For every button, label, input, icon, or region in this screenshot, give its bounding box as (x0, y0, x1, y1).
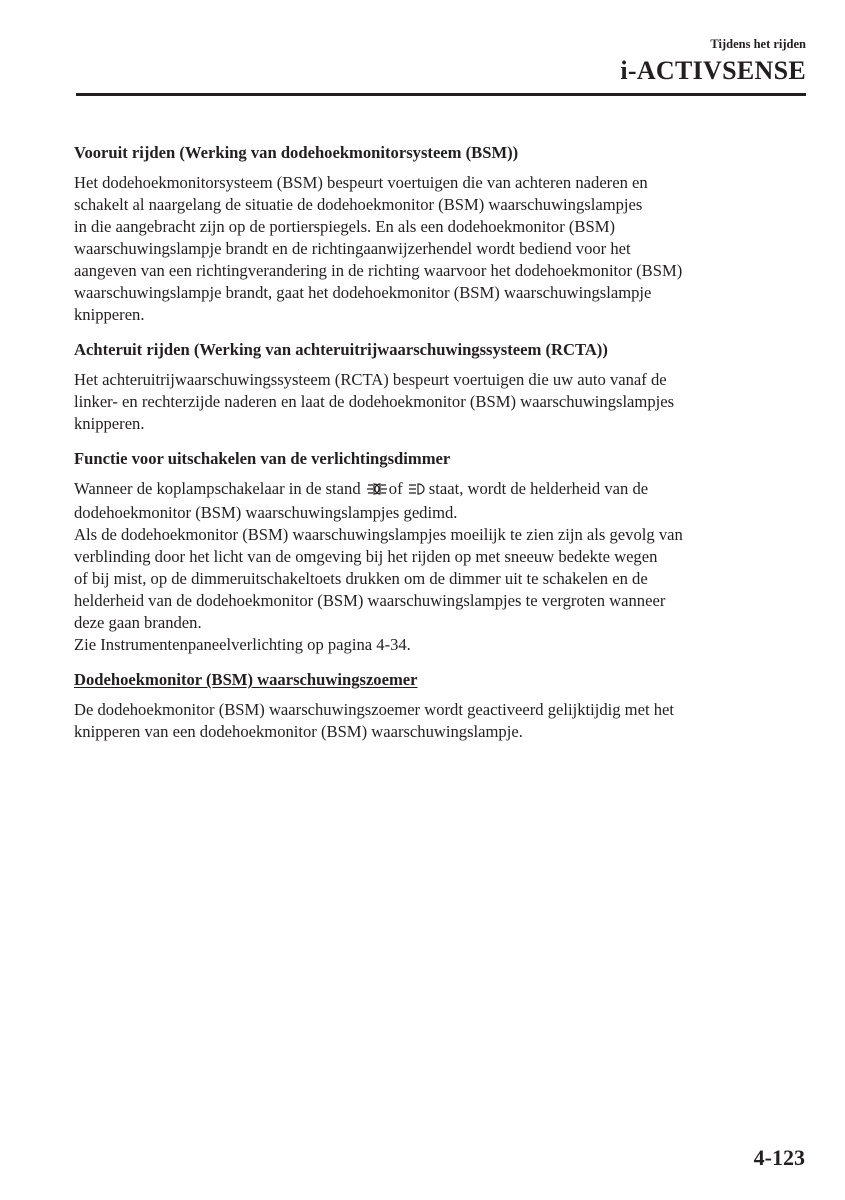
chapter-subtitle: Tijdens het rijden (710, 37, 806, 51)
section-heading-vooruit-rijden: Vooruit rijden (Werking van dodehoekmonitorsysteem (BSM)) (74, 143, 519, 162)
header-divider (76, 93, 806, 96)
text-line: linker- en rechterzijde naderen en laat de dodehoekmonitor (BSM) waarschuwingslampjes (74, 392, 675, 411)
text-fragment: Wanneer de koplampschakelaar in de stand (74, 479, 361, 498)
text-line: verblinding door het licht van de omgeving bij het rijden op met sneeuw bedekte wegen (74, 547, 658, 566)
paragraph-dimmer-function (74, 478, 809, 656)
chapter-title: i-ACTIVSENSE (620, 56, 806, 85)
page-header (76, 36, 806, 96)
text-line: Het dodehoekmonitorsysteem (BSM) bespeurt voertuigen die van achteren naderen en (74, 173, 648, 192)
paragraph-vooruit-rijden (74, 172, 809, 326)
text-line: De dodehoekmonitor (BSM) waarschuwingszoemer wordt geactiveerd gelijktijdig met het (74, 700, 674, 719)
text-line: schakelt al naargelang de situatie de dodehoekmonitor (BSM) waarschuwingslampjes (74, 195, 643, 214)
text-line: helderheid van de dodehoekmonitor (BSM) waarschuwingslampjes te vergroten wanneer (74, 591, 666, 610)
text-line: Als de dodehoekmonitor (BSM) waarschuwingslampjes moeilijk te zien zijn als gevolg van (74, 525, 683, 544)
text-line: of bij mist, op de dimmeruitschakeltoets drukken om de dimmer uit te schakelen en de (74, 569, 648, 588)
section-heading-achteruit-rijden: Achteruit rijden (Werking van achteruitrijwaarschuwingssysteem (RCTA)) (74, 340, 608, 359)
text-fragment: of (388, 479, 403, 498)
paragraph-warning-buzzer (74, 699, 809, 743)
text-line: knipperen. (74, 305, 145, 324)
text-line: aangeven van een richtingverandering in de richting waarvoor het dodehoekmonitor (BSM) (74, 261, 683, 280)
page-content (74, 142, 809, 743)
section-heading-warning-buzzer: Dodehoekmonitor (BSM) waarschuwingszoemer (74, 670, 418, 689)
text-line: in die aangebracht zijn op de portierspiegels. En als een dodehoekmonitor (BSM) (74, 217, 615, 236)
headlight-icon (408, 480, 428, 502)
section-heading-dimmer-function: Functie voor uitschakelen van de verlichtingsdimmer (74, 449, 451, 468)
text-line: knipperen. (74, 414, 145, 433)
text-line: deze gaan branden. (74, 613, 202, 632)
text-fragment: staat, wordt de helderheid van de (428, 479, 649, 498)
text-line: waarschuwingslampje brandt en de richtingaanwijzerhendel wordt bediend voor het (74, 239, 631, 258)
paragraph-achteruit-rijden (74, 369, 809, 435)
text-line: waarschuwingslampje brandt, gaat het dodehoekmonitor (BSM) waarschuwingslampje (74, 283, 652, 302)
text-line-with-icons (74, 478, 809, 502)
page-number: 4-123 (753, 1145, 805, 1170)
parking-light-icon (366, 480, 388, 502)
text-line: dodehoekmonitor (BSM) waarschuwingslampjes gedimd. (74, 503, 458, 522)
cross-reference: Zie Instrumentenpaneelverlichting op pagina 4-34. (74, 635, 411, 654)
text-line: knipperen van een dodehoekmonitor (BSM) waarschuwingslampje. (74, 722, 523, 741)
text-line: Het achteruitrijwaarschuwingssysteem (RCTA) bespeurt voertuigen die uw auto vanaf de (74, 370, 667, 389)
